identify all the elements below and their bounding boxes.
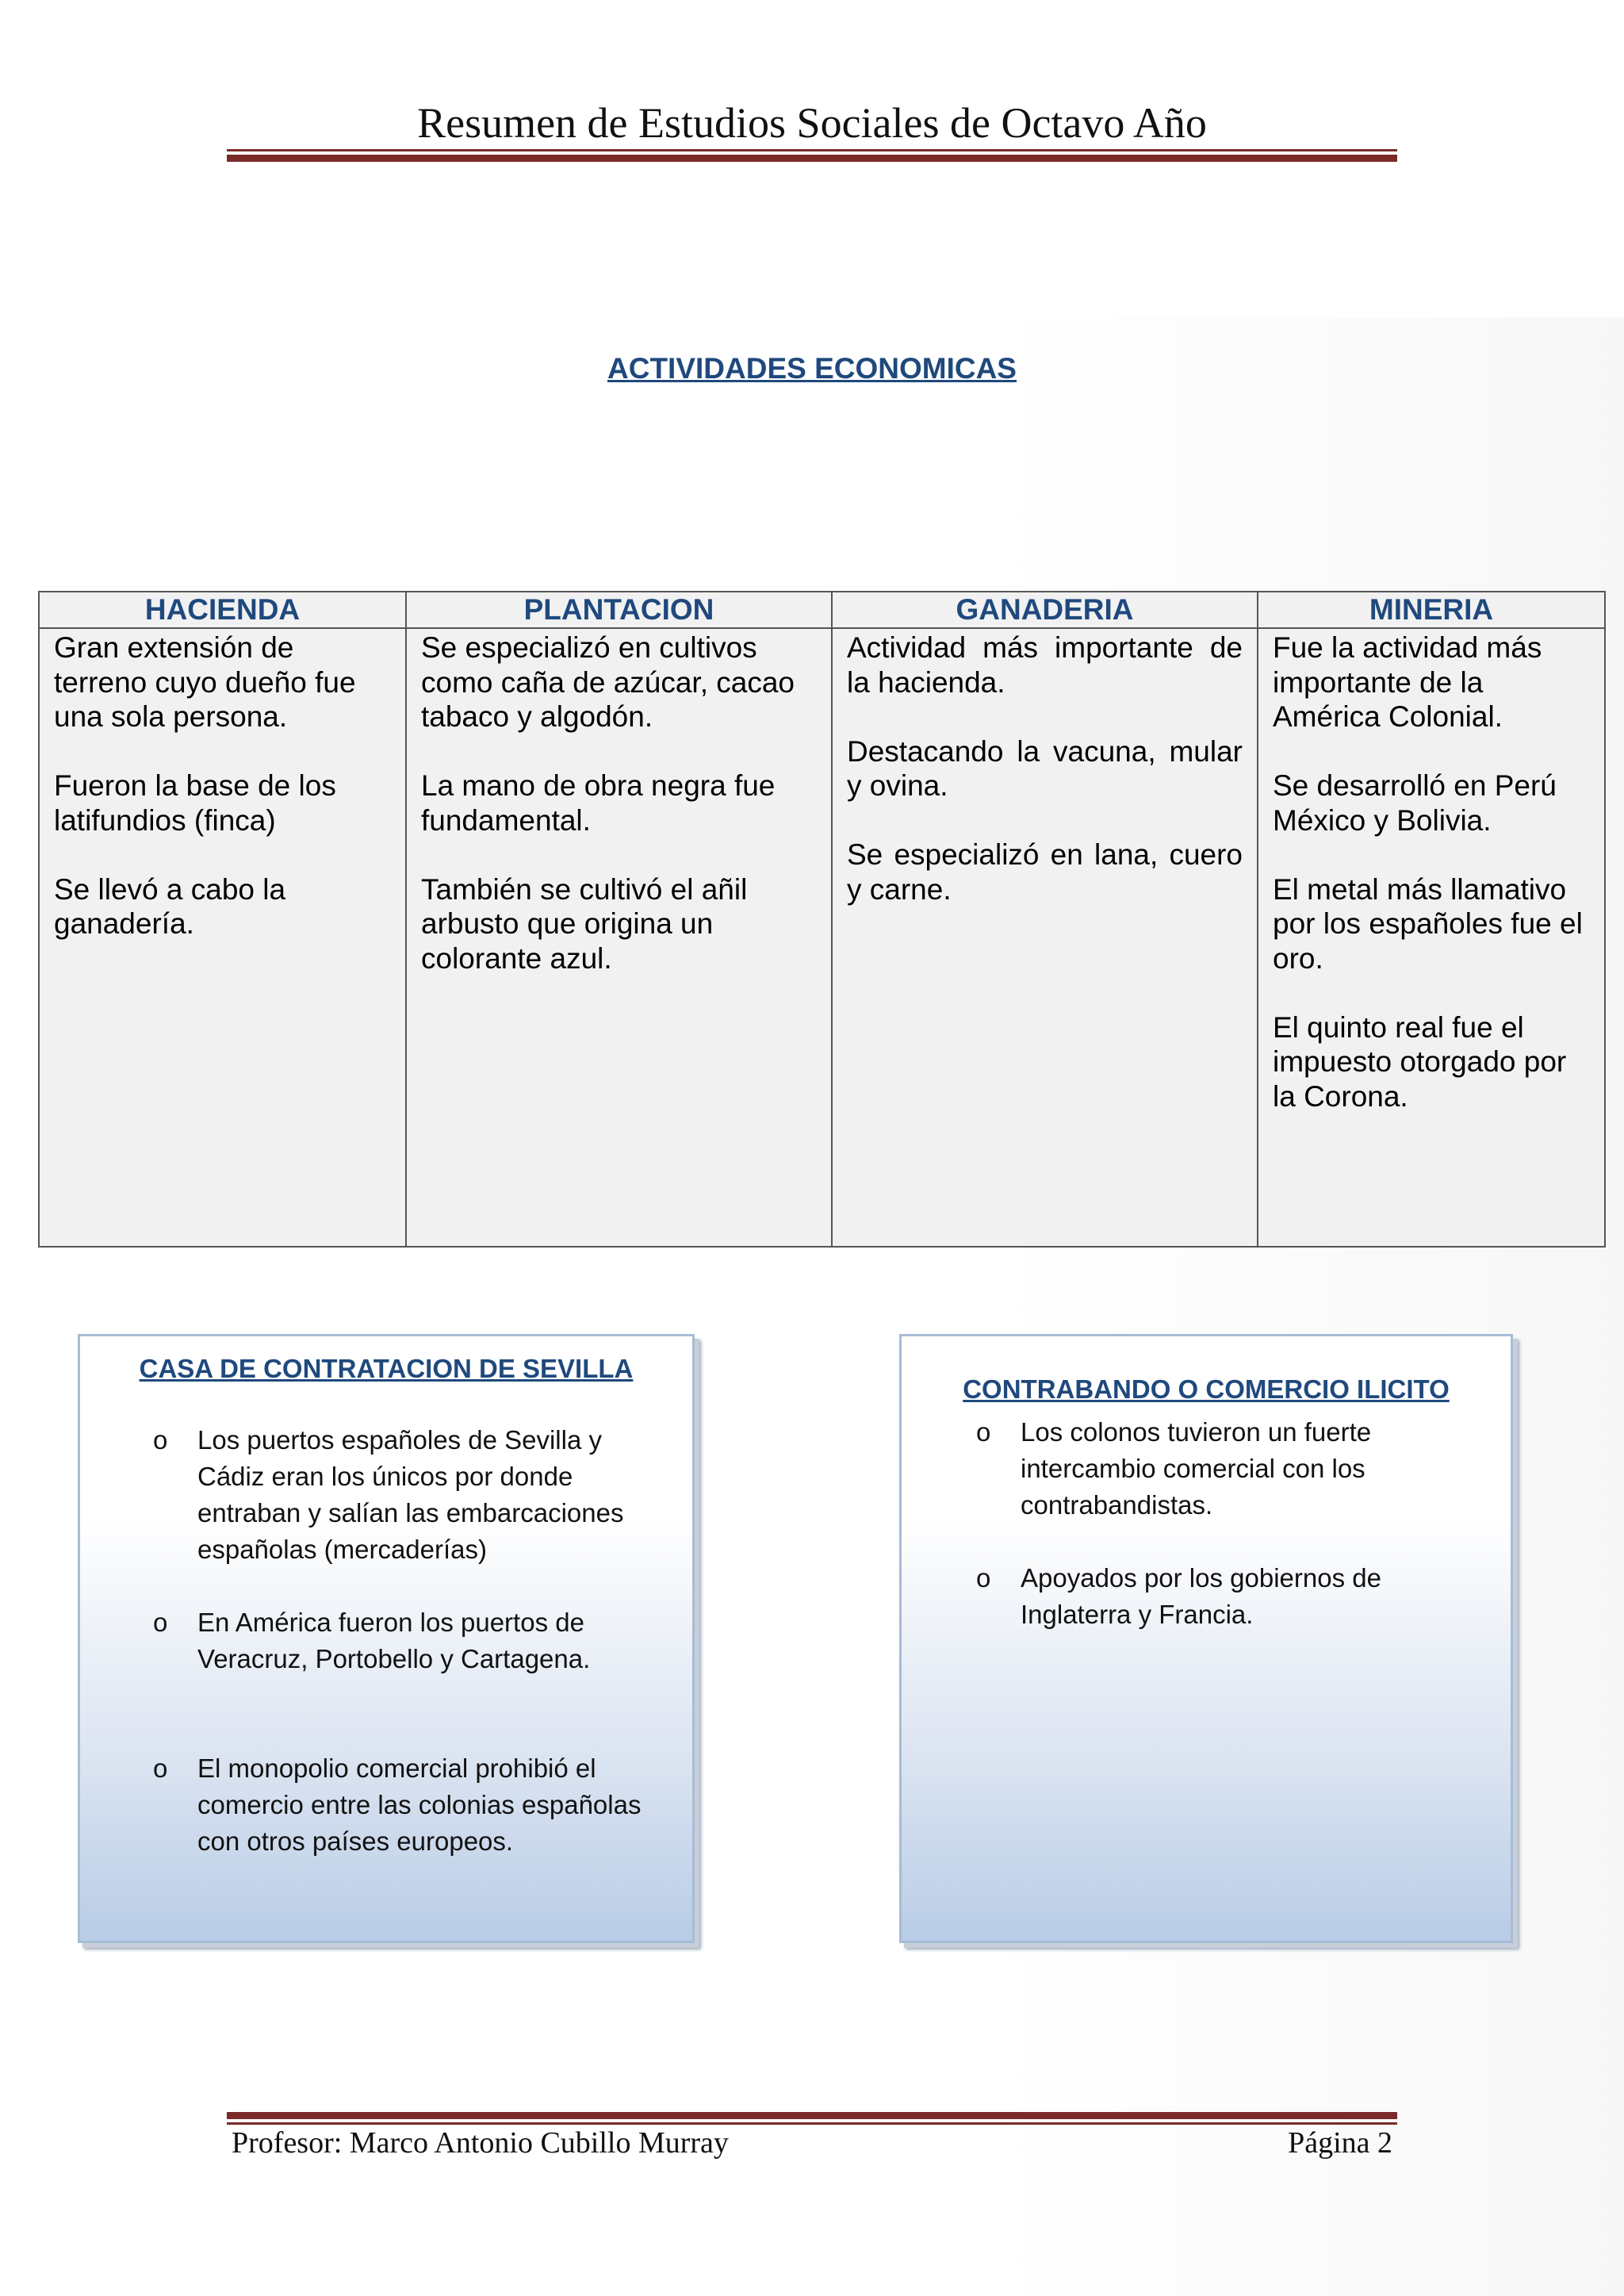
list-item-text: En América fueron los puertos de Veracruz, Portobello y Cartagena. xyxy=(197,1608,591,1673)
cell-paragraph: El quinto real fue el impuesto otorgado por la Corona. xyxy=(1273,1010,1567,1113)
section-title: ACTIVIDADES ECONOMICAS xyxy=(607,352,1017,385)
cell-paragraph: Se desarrolló en Perú México y Bolivia. xyxy=(1273,769,1557,837)
list-item xyxy=(153,1750,673,1860)
activities-table xyxy=(38,591,1606,1248)
footer-page-number: Página 2 xyxy=(1288,2126,1392,2160)
cell-plantacion xyxy=(406,628,832,1247)
list-item-text: El monopolio comercial prohibió el comercio entre las colonias españolas con otros países europeos. xyxy=(197,1754,642,1856)
bullet-list xyxy=(976,1414,1488,1633)
list-item-text: Apoyados por los gobiernos de Inglaterra y Francia. xyxy=(1021,1563,1381,1629)
cell-paragraph: Actividad más importante de la hacienda. xyxy=(847,631,1243,699)
page-header-title: Resumen de Estudios Sociales de Octavo Año xyxy=(417,99,1207,147)
cell-paragraph: Se especializó en cultivos como caña de azúcar, cacao tabaco y algodón. xyxy=(421,631,795,733)
table-header-row xyxy=(39,592,1605,628)
cell-hacienda xyxy=(39,628,406,1247)
footer-professor: Profesor: Marco Antonio Cubillo Murray xyxy=(232,2126,729,2160)
column-header-mineria: MINERIA xyxy=(1258,592,1605,628)
list-item-text: Los colonos tuvieron un fuerte intercambio comercial con los contrabandistas. xyxy=(1021,1417,1372,1520)
circle-bullet-icon: o xyxy=(153,1608,168,1637)
cell-mineria xyxy=(1258,628,1605,1247)
cell-paragraph: El metal más llamativo por los españoles fue el oro. xyxy=(1273,872,1583,975)
cell-paragraph: Fueron la base de los latifundios (finca) xyxy=(54,769,336,837)
list-item-text: Los puertos españoles de Sevilla y Cádiz eran los únicos por donde entraban y salían las embarcaciones españolas (mercaderías) xyxy=(197,1425,624,1564)
column-header-hacienda: HACIENDA xyxy=(39,592,406,628)
circle-bullet-icon: o xyxy=(153,1754,168,1783)
cell-paragraph: Se llevó a cabo la ganadería. xyxy=(54,872,286,940)
cell-ganaderia xyxy=(832,628,1258,1247)
cell-paragraph: Destacando la vacuna, mular y ovina. xyxy=(847,734,1243,802)
circle-bullet-icon: o xyxy=(976,1563,991,1593)
cell-paragraph: Fue la actividad más importante de la América Colonial. xyxy=(1273,631,1542,733)
cell-paragraph: La mano de obra negra fue fundamental. xyxy=(421,769,776,837)
list-item xyxy=(153,1422,673,1568)
casa-contratacion-box xyxy=(78,1334,695,1943)
header-divider xyxy=(227,149,1397,162)
bullet-list xyxy=(153,1422,673,1860)
list-item xyxy=(153,1604,673,1677)
table-row xyxy=(39,628,1605,1247)
list-item xyxy=(976,1414,1488,1524)
cell-paragraph: Gran extensión de terreno cuyo dueño fue una sola persona. xyxy=(54,631,356,733)
column-header-plantacion: PLANTACION xyxy=(406,592,832,628)
list-item xyxy=(976,1560,1488,1633)
column-header-ganaderia: GANADERIA xyxy=(832,592,1258,628)
box-title: CONTRABANDO O COMERCIO ILICITO xyxy=(963,1374,1450,1404)
cell-paragraph: También se cultivó el añil arbusto que origina un colorante azul. xyxy=(421,872,748,975)
footer-divider xyxy=(227,2112,1397,2125)
circle-bullet-icon: o xyxy=(976,1417,991,1447)
box-title: CASA DE CONTRATACION DE SEVILLA xyxy=(139,1354,634,1383)
contrabando-box xyxy=(899,1334,1513,1943)
circle-bullet-icon: o xyxy=(153,1425,168,1455)
cell-paragraph: Se especializó en lana, cuero y carne. xyxy=(847,838,1243,906)
